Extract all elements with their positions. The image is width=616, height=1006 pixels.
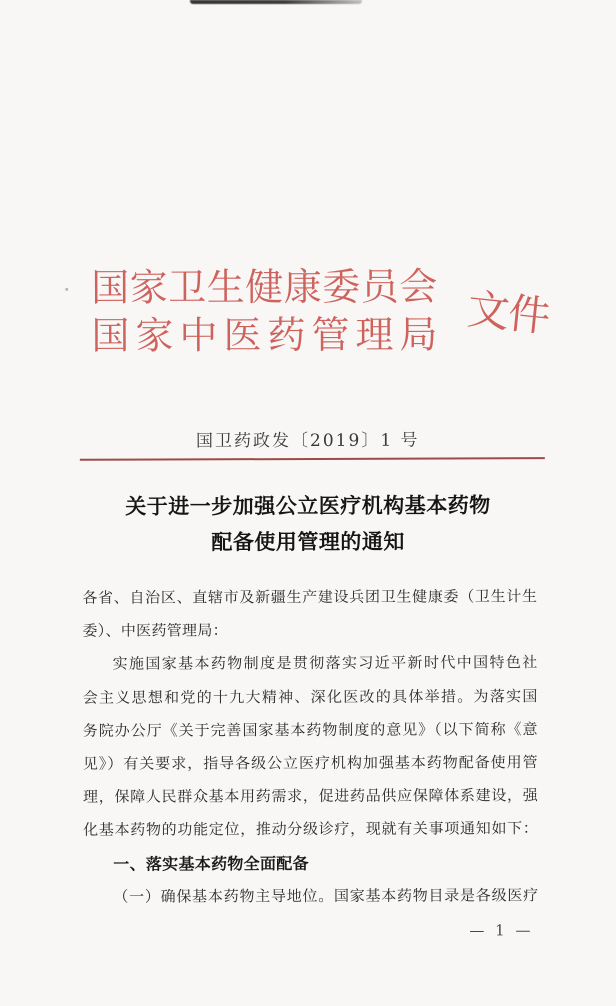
document-word: 文件 (465, 284, 552, 342)
red-divider-line (80, 457, 545, 461)
body-line: 理，保障人民群众基本用药需求，促进药品供应保障体系建设，强 (82, 786, 539, 807)
body-line: 见》）有关要求，指导各级公立医疗机构加强基本药物配备使用管 (82, 753, 538, 773)
scan-speck (65, 288, 68, 291)
body-line: 委）、中医药管理局： (82, 621, 228, 640)
body-line: 化基本药物的功能定位，推动分级诊疗，现就有关事项通知如下： (83, 819, 539, 840)
document-body (82, 580, 538, 914)
title-line-2: 配备使用管理的通知 (211, 529, 405, 555)
body-line: （一）确保基本药物主导地位。国家基本药物目录是各级医疗 (113, 886, 539, 906)
page-number: — 1 — (469, 921, 534, 940)
issuing-agencies (91, 263, 437, 360)
body-line: 务院办公厅《关于完善国家基本药物制度的意见》（以下简称《意 (82, 720, 538, 740)
agency-name-2: 国家中医药管理局 (91, 312, 438, 358)
document-number: 国卫药政发〔2019〕1 号 (195, 430, 420, 452)
title-line-1: 关于进一步加强公立医疗机构基本药物 (125, 493, 491, 519)
body-line: 会主义思想和党的十九大精神、深化医改的具体举措。为落实国 (82, 686, 538, 707)
body-line: 实施国家基本药物制度是贯彻落实习近平新时代中国特色社 (112, 653, 538, 674)
red-letterhead (91, 262, 561, 358)
document-title (0, 487, 616, 561)
agency-name-1: 国家卫生健康委员会 (91, 264, 438, 310)
section-heading: 一、落实基本药物全面配备 (113, 853, 309, 874)
body-line: 各省、自治区、直辖市及新疆生产建设兵团卫生健康委（卫生计生 (82, 587, 538, 607)
